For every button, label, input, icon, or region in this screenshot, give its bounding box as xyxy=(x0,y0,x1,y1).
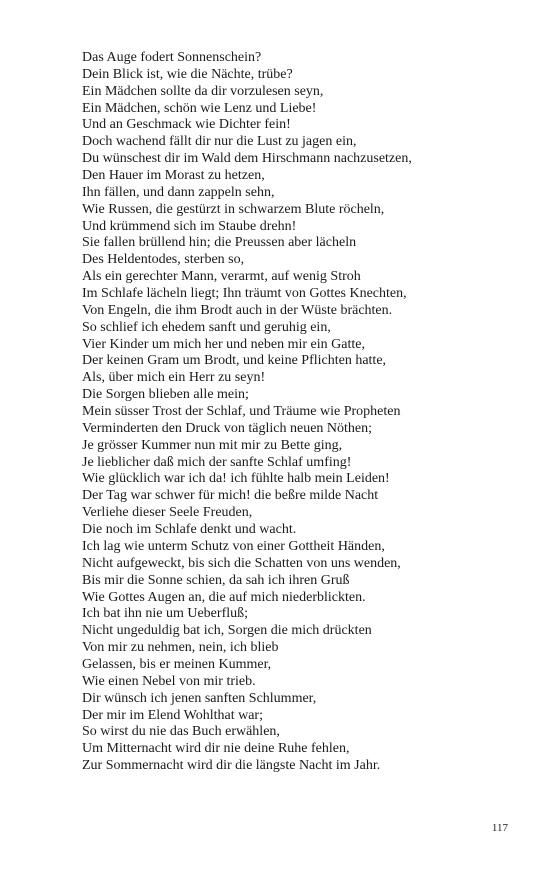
poem-line: Des Heldentodes, sterben so, xyxy=(82,252,245,268)
poem-line: Bis mir die Sonne schien, da sah ich ihren Gruß xyxy=(82,572,350,588)
poem-line: Von Engeln, die ihm Brodt auch in der Wüste brächten. xyxy=(82,302,393,318)
poem-line: Ich bat ihn nie um Ueberfluß; xyxy=(82,606,249,622)
poem-line: Die Sorgen blieben alle mein; xyxy=(82,387,249,403)
poem-line: Der keinen Gram um Brodt, und keine Pflichten hatte, xyxy=(82,353,387,369)
poem-line: So schlief ich ehedem sanft und geruhig ein, xyxy=(82,319,331,335)
poem-line: Ein Mädchen sollte da dir vorzulesen seyn, xyxy=(82,83,324,99)
poem-line: Im Schlafe lächeln liegt; Ihn träumt von Gottes Knechten, xyxy=(82,286,407,302)
poem-line: Doch wachend fällt dir nur die Lust zu jagen ein, xyxy=(82,134,357,150)
poem-line: Nicht aufgeweckt, bis sich die Schatten von uns wenden, xyxy=(82,555,401,571)
poem-line: Sie fallen brüllend hin; die Preussen aber lächeln xyxy=(82,235,357,251)
poem-line: Von mir zu nehmen, nein, ich blieb xyxy=(82,640,279,656)
poem-line: Vier Kinder um mich her und neben mir ein Gatte, xyxy=(82,336,365,352)
poem-line: Zur Sommernacht wird dir die längste Nacht im Jahr. xyxy=(82,758,381,774)
poem-line: Wie einen Nebel von mir trieb. xyxy=(82,673,256,689)
poem-line: Dein Blick ist, wie die Nächte, trübe? xyxy=(82,66,293,82)
poem-line: Wie glücklich war ich da! ich fühlte halb mein Leiden! xyxy=(82,471,390,487)
poem-line: Je grösser Kummer nun mit mir zu Bette ging, xyxy=(82,437,343,453)
poem-line: Nicht ungeduldig bat ich, Sorgen die mich drückten xyxy=(82,623,372,639)
poem-line: Verminderten den Druck von täglich neuen Nöthen; xyxy=(82,420,373,436)
poem-line: So wirst du nie das Buch erwählen, xyxy=(82,724,280,740)
poem-line: Und krümmend sich im Staube drehn! xyxy=(82,218,297,234)
poem-line: Ich lag wie unterm Schutz von einer Gottheit Händen, xyxy=(82,538,385,554)
poem-line: Den Hauer im Morast zu hetzen, xyxy=(82,168,265,184)
poem-line: Je lieblicher daß mich der sanfte Schlaf umfing! xyxy=(82,454,352,470)
page-number: 117 xyxy=(491,822,508,834)
poem-line: Dir wünsch ich jenen sanften Schlummer, xyxy=(82,690,317,706)
poem-line: Als ein gerechter Mann, verarmt, auf wenig Stroh xyxy=(82,269,361,285)
poem-line: Ihn fällen, und dann zappeln sehn, xyxy=(82,184,275,200)
poem-text xyxy=(82,50,512,775)
poem-line: Als, über mich ein Herr zu seyn! xyxy=(82,370,266,386)
poem-line: Der mir im Elend Wohlthat war; xyxy=(82,707,263,723)
poem-line: Du wünschest dir im Wald dem Hirschmann nachzusetzen, xyxy=(82,151,412,167)
poem-line: Wie Russen, die gestürzt in schwarzem Blute röcheln, xyxy=(82,201,385,217)
poem-line: Und an Geschmack wie Dichter fein! xyxy=(82,117,291,133)
poem-line: Verliehe dieser Seele Freuden, xyxy=(82,505,253,521)
poem-line: Die noch im Schlafe denkt und wacht. xyxy=(82,522,297,538)
poem-line: Um Mitternacht wird dir nie deine Ruhe fehlen, xyxy=(82,741,350,757)
poem-line: Ein Mädchen, schön wie Lenz und Liebe! xyxy=(82,100,317,116)
poem-line: Wie Gottes Augen an, die auf mich niederblickten. xyxy=(82,589,366,605)
poem-line: Das Auge fodert Sonnenschein? xyxy=(82,50,262,65)
poem-line: Mein süsser Trost der Schlaf, und Träume wie Propheten xyxy=(82,404,401,420)
poem-line: Gelassen, bis er meinen Kummer, xyxy=(82,656,272,672)
poem-line: Der Tag war schwer für mich! die beßre milde Nacht xyxy=(82,488,379,504)
